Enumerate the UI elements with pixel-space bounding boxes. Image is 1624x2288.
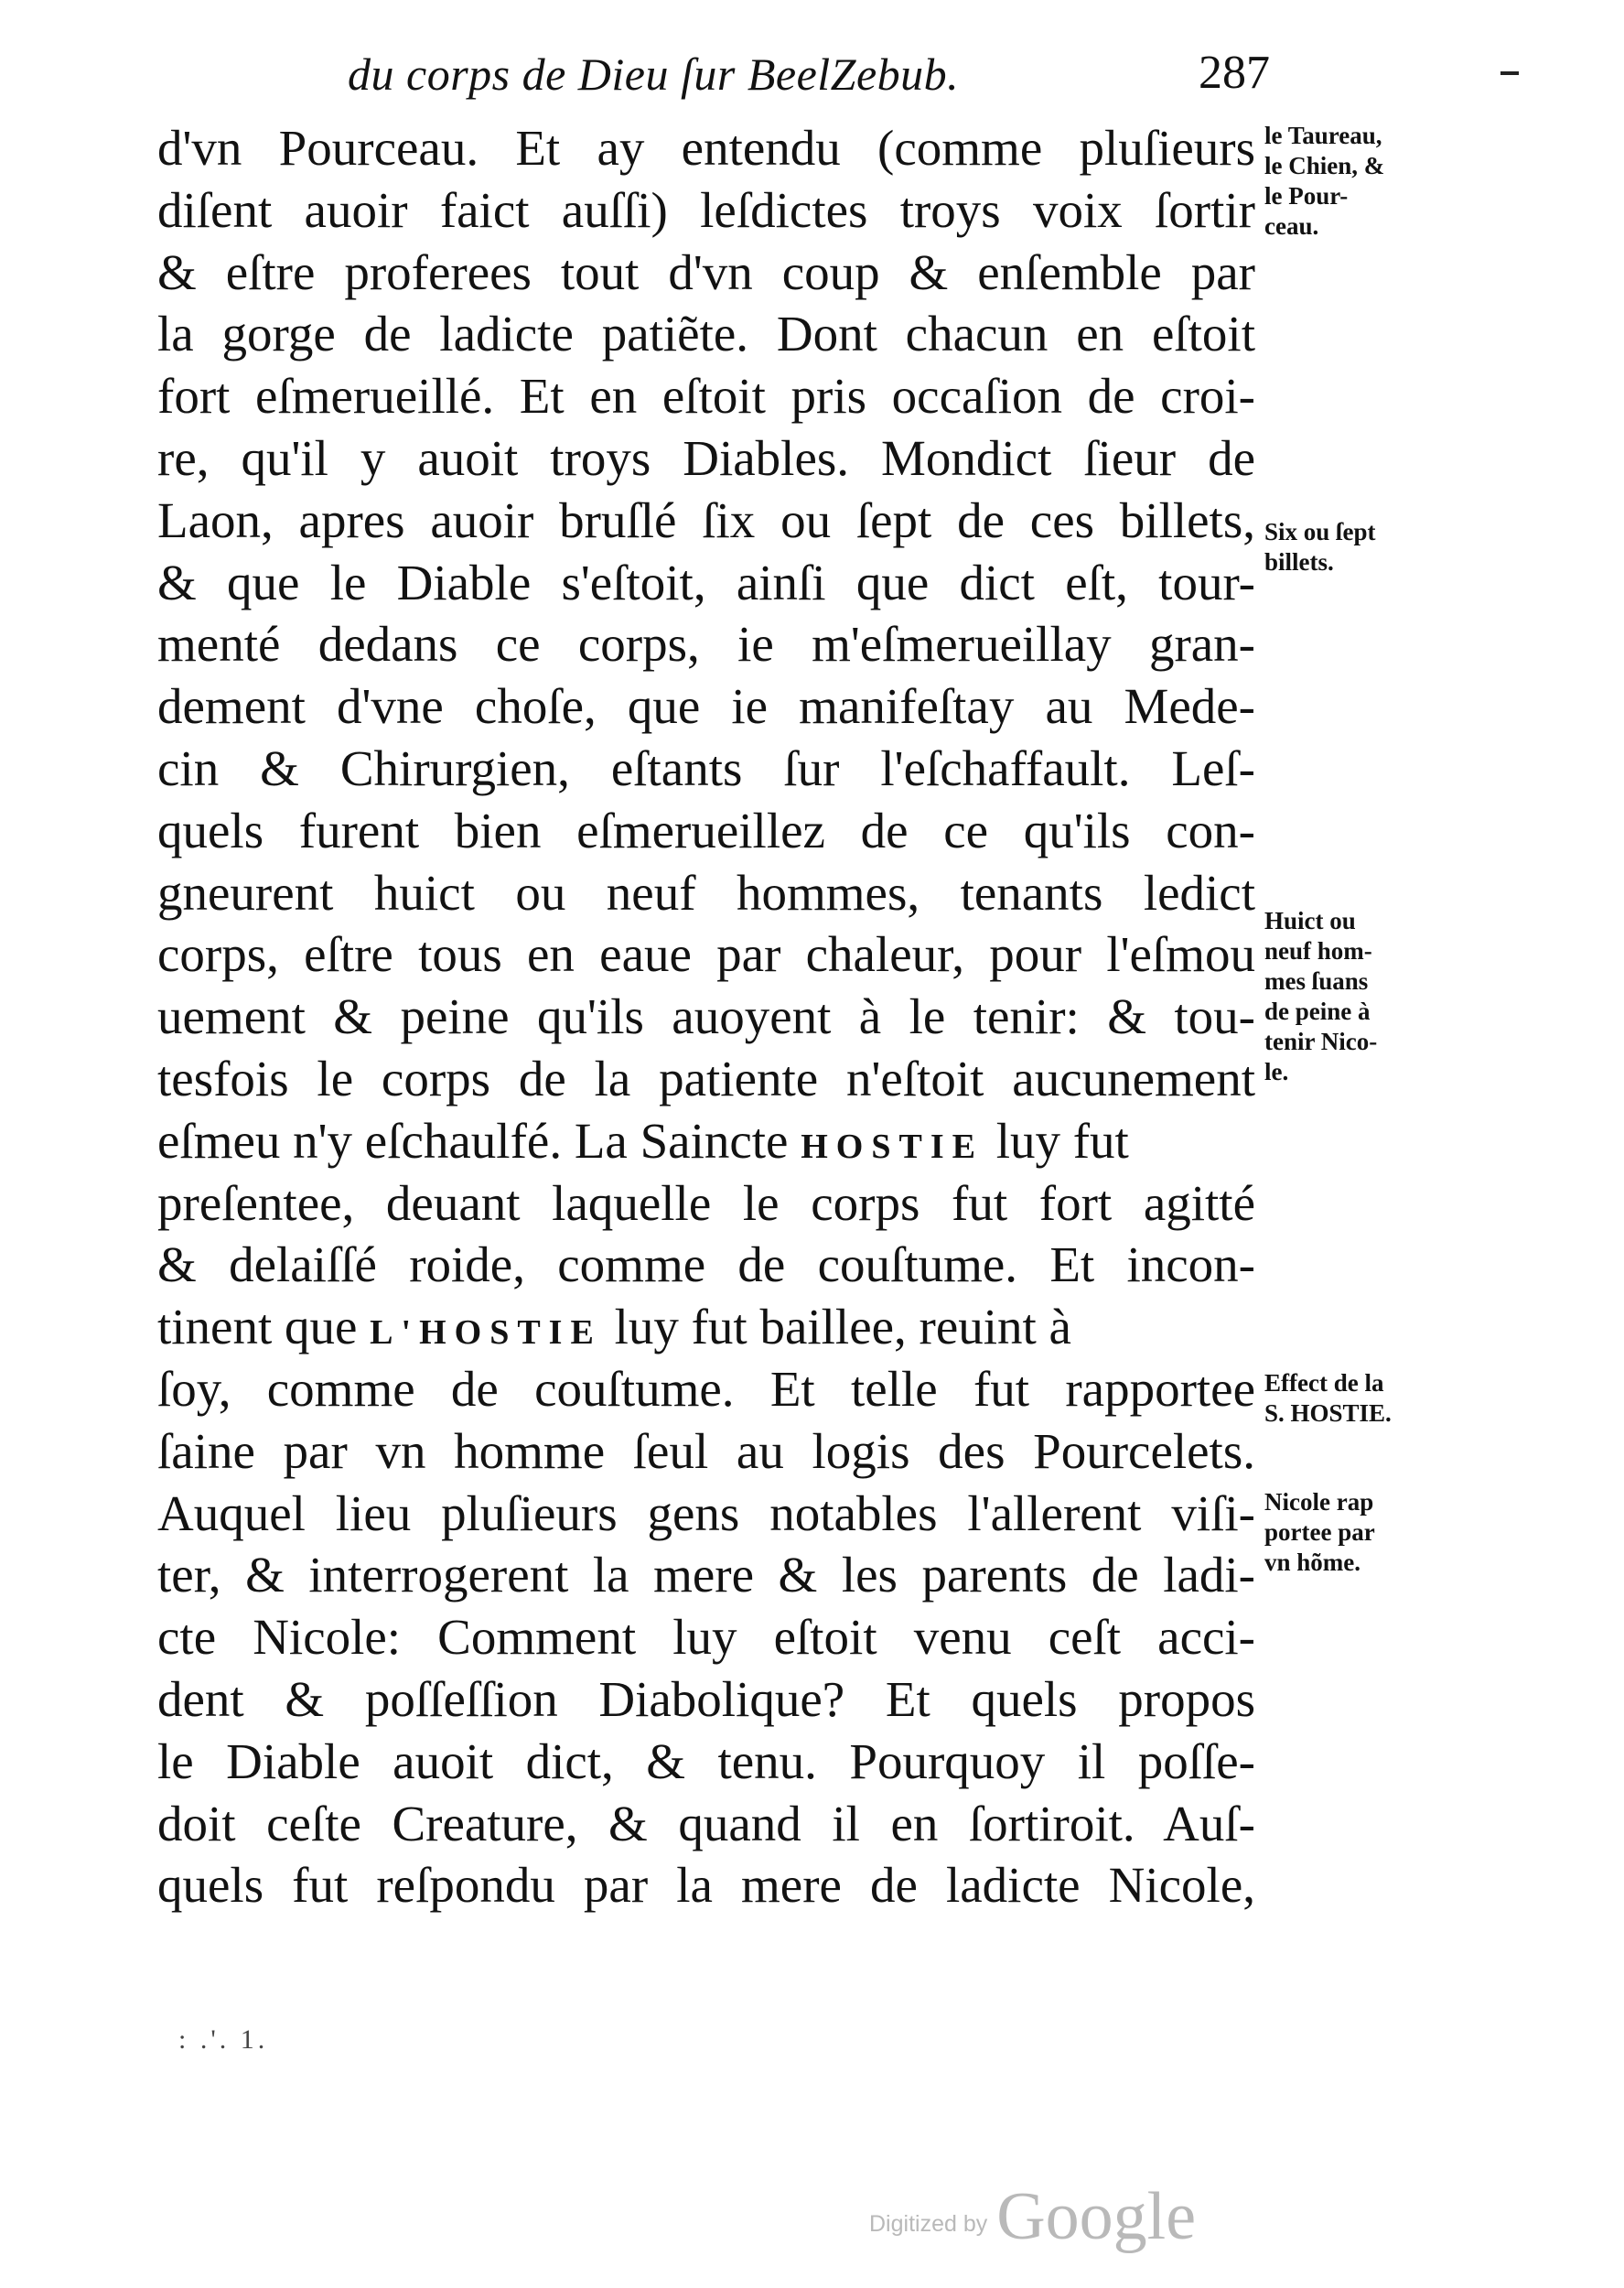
note-line: Effect de la	[1264, 1369, 1384, 1397]
page-number: 287	[1199, 47, 1270, 99]
watermark-caption: Digitized by	[869, 2211, 988, 2237]
text-line: preſentee, deuant laquelle le corps fut fort agitté	[157, 1174, 1255, 1231]
note-line: tenir Nico-	[1264, 1028, 1378, 1055]
hostie-small-caps: HOSTIE	[801, 1127, 984, 1166]
running-title: du corps de Dieu ſur BeelZebub.	[348, 49, 960, 100]
text-line: corps, eſtre tous en eaue par chaleur, pour l'eſmou	[157, 926, 1255, 983]
note-line: le Taureau,	[1264, 122, 1382, 149]
margin-note-animals	[1264, 121, 1429, 242]
note-line: le.	[1264, 1058, 1289, 1085]
note-line: le Chien, &	[1264, 152, 1385, 179]
text-line: fort eſmerueillé. Et en eſtoit pris occaſion de croi-	[157, 368, 1255, 425]
text-line-hostie-1	[157, 1110, 1255, 1172]
text-segment: eſmeu n'y eſchaulfé. La Saincte	[157, 1112, 789, 1169]
text-line: ter, & interrogerent la mere & les parents de ladi-	[157, 1547, 1255, 1603]
text-line: Laon, apres auoir bruſlé ſix ou ſept de ces billets,	[157, 491, 1255, 548]
text-line: doit ceſte Creature, & quand il en ſortiroit. Auſ-	[157, 1795, 1255, 1851]
text-line: quels furent bien eſmerueillez de ce qu'ils con-	[157, 802, 1255, 858]
margin-note-nicole	[1264, 1487, 1429, 1578]
text-line-hostie-2	[157, 1296, 1255, 1358]
stray-print-marks: : .'. 1.	[178, 2024, 269, 2055]
margin-dash	[1500, 71, 1519, 75]
text-line: ſoy, comme de couſtume. Et telle fut rapportee	[157, 1360, 1255, 1417]
text-line: & eſtre proferees tout d'vn coup & enſemble par	[157, 243, 1255, 300]
text-line: dent & poſſeſſion Diabolique? Et quels propos	[157, 1670, 1255, 1727]
hostie-small-caps: HOSTIE	[419, 1313, 602, 1353]
text-line: re, qu'il y auoit troys Diables. Mondict ſieur de	[157, 429, 1255, 486]
text-line: cte Nicole: Comment luy eſtoit venu ceſt acci-	[157, 1609, 1255, 1666]
margin-note-effect	[1264, 1368, 1429, 1429]
text-line: le Diable auoit dict, & tenu. Pourquoy il poſſe-	[157, 1732, 1255, 1789]
google-logo: Google	[996, 2179, 1197, 2254]
text-line: Auquel lieu pluſieurs gens notables l'allerent viſi-	[157, 1484, 1255, 1541]
note-line: le Pour-	[1264, 182, 1349, 210]
text-line: ſaine par vn homme ſeul au logis des Pourcelets.	[157, 1422, 1255, 1479]
note-line: S. HOSTIE.	[1264, 1399, 1392, 1427]
text-line: quels fut reſpondu par la mere de ladicte Nicole,	[157, 1857, 1255, 1914]
note-line: Huict ou	[1264, 907, 1356, 934]
text-line: diſent auoir faict auſſi) leſdictes troys voix ſortir	[157, 181, 1255, 238]
text-line: & que le Diable s'eſtoit, ainſi que dict eſt, tour-	[157, 554, 1255, 610]
text-line: & delaiſſé roide, comme de couſtume. Et incon-	[157, 1236, 1255, 1293]
text-line: cin & Chirurgien, eſtants ſur l'eſchaffault. Leſ-	[157, 739, 1255, 796]
margin-note-billets	[1264, 517, 1429, 577]
text-line: gneurent huict ou neuf hommes, tenants ledict	[157, 864, 1255, 921]
note-line: portee par	[1264, 1518, 1375, 1546]
text-line: d'vn Pourceau. Et ay entendu (comme pluſieurs	[157, 120, 1255, 176]
body-text	[157, 117, 1255, 1916]
text-segment: tinent que	[157, 1299, 358, 1355]
text-line: tesfois le corps de la patiente n'eſtoit aucunement	[157, 1050, 1255, 1106]
text-line: menté dedans ce corps, ie m'eſmerueillay gran-	[157, 616, 1255, 673]
hostie-prefix: L'	[370, 1313, 420, 1353]
margin-note-hommes	[1264, 906, 1429, 1087]
note-line: neuf hom-	[1264, 937, 1372, 965]
text-segment: luy fut baillee, reuint à	[614, 1299, 1071, 1355]
note-line: Six ou ſept	[1264, 518, 1376, 545]
note-line: ceau.	[1264, 212, 1319, 240]
google-watermark	[869, 2178, 1196, 2256]
note-line: billets.	[1264, 548, 1334, 576]
note-line: de peine à	[1264, 998, 1371, 1025]
text-line: uement & peine qu'ils auoyent à le tenir: & tou-	[157, 988, 1255, 1045]
note-line: mes ſuans	[1264, 967, 1369, 995]
note-line: Nicole rap	[1264, 1488, 1374, 1516]
text-line: dement d'vne choſe, que ie manifeſtay au Mede-	[157, 678, 1255, 735]
text-segment: luy fut	[995, 1112, 1129, 1169]
text-line: la gorge de ladicte patiẽte. Dont chacun en eſtoit	[157, 306, 1255, 362]
note-line: vn hõme.	[1264, 1549, 1361, 1576]
